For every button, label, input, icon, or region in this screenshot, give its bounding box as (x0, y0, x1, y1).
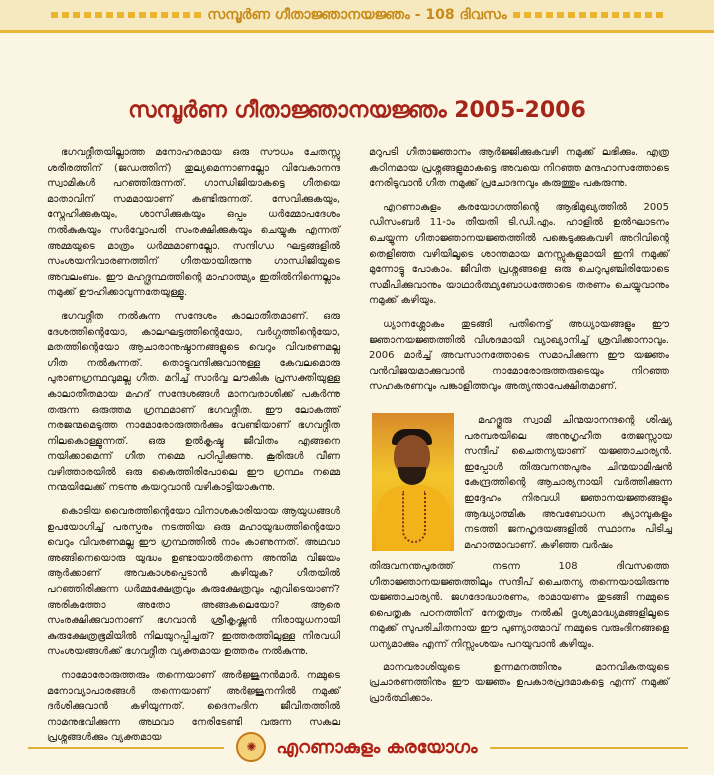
page-title: സമ്പൂർണ ഗീതാജ്ഞാനയജ്ഞം 2005-2006 (128, 98, 586, 123)
right-column-top (369, 145, 669, 403)
paragraph: എറണാകുളം കരയോഗത്തിന്റെ ആഭിമുഖ്യത്തിൽ 2005 ഡിസംബർ 11-ാം തീയതി ടി.ഡി.എം. ഹാളിൽ ഉൽഘാടനം ചെയ്യുന്ന ഗീതാജ്ഞാനയജ്ഞത്തിൽ പങ്കെടുക്കുകവഴി അറിവിന്റെ തെളിഞ്ഞ വഴിയിലൂടെ ശാന്തമായ മനസ്സുകളുമായി ഇനി നമുക്ക് മുന്നോട്ടു പോകാം. ജീവിത പ്രശ്നങ്ങളെ ഒരു ചെറുപുഞ്ചിരിയോടെ സമീപിക്കുവാനും യാഥാർത്ഥ്യബോധത്തോടെ തരണം ചെയ്യുവാനും നമുക്ക് കഴിയും. (369, 201, 669, 307)
paragraph: നാമോരോരുത്തരും തന്നെയാണ് അർജ്ജുനൻമാർ. നമ്മുടെ മനോവ്യാപാരങ്ങൾ തന്നെയാണ് അർജ്ജുനനിൽ നമുക്ക് ദർശിക്കുവാൻ കഴിയുന്നത്. ദൈനംദിന ജീവിതത്തിൽ നാമനുഭവിക്കുന്ന അഥവാ നേരിടേണ്ടി വരുന്ന സകല പ്രശ്നങ്ങൾക്കും വ്യക്തമായ (47, 670, 340, 744)
paragraph: തിരുവനന്തപുരത്ത് നടന്ന 108 ദിവസത്തെ ഗീതാജ്ഞാനയജ്ഞത്തിലും സന്ദീപ് ചൈതന്യ തന്നെയായിരുന്നു യജ്ഞാചാര്യൻ. ജഗദോദ്ധാരണം, രാമായണം തുടങ്ങി നമ്മുടെ പൈതൃക പഠനത്തിന് നേതൃത്വം നൽകി ദൃശ്യമാദ്ധ്യമങ്ങളിലൂടെ നമുക്ക് സുപരിചിതനായ ഈ പുണ്യാത്മാവ് നമ്മുടെ വരുംദിനങ്ങളെ ധന്യമാക്കും എന്ന് നിസ്സംശയം പറയുവാൻ കഴിയും. (369, 561, 669, 650)
paragraph: ഭഗവദ്ഗീത നൽകുന്ന സന്ദേശം കാലാതീതമാണ്. ഒരു ദേശത്തിന്റെയോ, കാലഘട്ടത്തിന്റെയോ, വർഗ്ഗത്തിന്റെയോ, മതത്തിന്റെയോ ആചാരാനുഷ്ഠാനങ്ങളുടെ വെറും വിവരണമല്ല ഗീത നൽകുന്നത്. തൊട്ടുവന്ദിക്കുവാനുള്ള കേവലമൊരു പുരാണഗ്രന്ഥവുമല്ല ഗീത. മറിച്ച് സാർവ്വ ലൗകിക പ്രസക്തിയുള്ള കാലാതീതമായ മഹദ് സന്ദേശങ്ങൾ മാനവരാശിക്ക് പകർന്നു തരുന്ന ഒരുത്തമ ഗ്രന്ഥമാണ് ഭഗവദ്ഗീത. ഈ ലോകത്ത് നരജന്മമെടുത്ത നാമോരോരുത്തർക്കും വേണ്ടിയാണ് ഭഗവദ്ഗീത നിലകൊള്ളുന്നത്. ഒരു ഉൽകൃഷ്ട ജീവിതം എങ്ങനെ നയിക്കാമെന്ന് ഗീത നമ്മെ പഠിപ്പിക്കുന്നു. കൂരിരുൾ വീണ വഴിത്താരയിൽ ഒരു കൈത്തിരിപോലെ ഈ ഗ്രന്ഥം നമ്മെ നന്മയിലേക്ക് നടന്നു കയറുവാൻ വഴികാട്ടിയാകുന്നു. (47, 310, 340, 494)
paragraph: കൊടിയ വൈരത്തിന്റെയോ വിനാശകാരിയായ ആയുധങ്ങൾ ഉപയോഗിച്ച് പരസ്പരം നടത്തിയ ഒരു മഹായുദ്ധത്തിന്റെയോ വെറും വിവരണമല്ല ഈ ഗ്രന്ഥത്തിൽ നാം കാണുന്നത്. അഥവാ അങ്ങിനെയൊരു യുദ്ധം ഉണ്ടായാൽതന്നെ അന്തിമ വിജയം ആർക്കാണ് അവകാശപ്പെടാൻ കഴിയുക? ഗീതയിൽ പറഞ്ഞിരിക്കുന്ന ധർമ്മക്ഷേത്രവും കുരുക്ഷേത്രവും എവിടെയാണ്? അരികത്തോ അതോ അങ്ങകലെയോ? ആരെ സംരക്ഷിക്കുവാനാണ് ഭഗവാൻ ശ്രീകൃഷ്ണൻ നിരായുധനായി കുരുക്ഷേത്രഭൂമിയിൽ നിലയുറപ്പിച്ചത്? ഇത്തരത്തിലുള്ള നിരവധി സംശയങ്ങൾക്ക് ഭഗവദ്ഗീത വ്യക്തമായ ഉത്തരം നൽകുന്നു. (47, 506, 340, 658)
speaker-block (372, 413, 672, 553)
paragraph: മാനവരാശിയുടെ ഉന്നമനത്തിനും മാനവികതയുടെ പ്രചാരണത്തിനും ഈ യജ്ഞം ഉപകാരപ്രദമാകട്ടെ എന്ന് നമുക്ക് പ്രാർത്ഥിക്കാം. (369, 661, 669, 704)
right-column-bottom (369, 559, 669, 713)
left-column (47, 145, 340, 754)
speaker-paragraph: മഹദ്ഗുരു സ്വാമി ചിന്മയാനന്ദന്റെ ശിഷ്യ പരമ്പരയിലെ അനുഗൃഹീത തേജസ്സായ സന്ദീപ് ചൈതന്യയാണ് യജ്ഞാചാര്യൻ. ഇപ്പോൾ തിരുവനന്തപുരം ചിന്മയാമിഷൻ കേന്ദ്രത്തിന്റെ ആചാര്യനായി വർത്തിക്കുന്ന ഇദ്ദേഹം നിരവധി ജ്ഞാനയജ്ഞങ്ങളും ആദ്ധ്യാത്മിക അവബോധന ക്യാമ്പുകളും നടത്തി ജനഹൃദയങ്ങളിൽ സ്ഥാനം പിടിച്ച മഹാത്മാവാണ്. കഴിഞ്ഞ വർഷം (464, 415, 672, 551)
footer (0, 732, 714, 762)
paragraph: ഭഗവദ്ഗീതയില്ലാത്ത മനോഹരമായ ഒരു സൗധം ചേതസ്സു ശരീരത്തിന് (ജഡത്തിന്) തുല്യമെന്നാണല്ലോ വിവേകാനന്ദ സ്വാമികൾ പറഞ്ഞിരുന്നത്. ഗാന്ധിജിയാകട്ടെ ഗീതയെ മാതാവിന് സമമായാണ് കണ്ടിരുന്നത്. സേവിക്കുകയും, സ്നേഹിക്കുകയും, ശാസിക്കുകയും ഒപ്പം ധർമ്മോപദേശം നൽകുകയും സർവ്വോപരി സംരക്ഷിക്കുകയും ചെയ്യുക എന്നത് അമ്മയുടെ മാത്രം ധർമ്മമാണല്ലോ. സന്ദിഗ്ധ ഘട്ടങ്ങളിൽ സംശയനിവാരണത്തിന് ഗീതയായിരുന്നു ഗാന്ധിജിയുടെ അവലംബം. ഈ മഹദ്ഗ്രന്ഥത്തിന്റെ മാഹാത്മ്യം ഇതിൽനിന്നെല്ലാം നമുക്ക് ഊഹിക്കാവുന്നതേയുള്ളൂ. (47, 147, 340, 299)
header-rule-right (513, 12, 663, 18)
karayogam-emblem-icon: ✺ (236, 732, 266, 762)
paragraph: ധ്യാനശ്ലോകം തുടങ്ങി പതിനെട്ട് അധ്യായങ്ങളും ഈ ജ്ഞാനയജ്ഞത്തിൽ വിശദമായി വ്യാഖ്യാനിച്ച് ശ്രവിക്കാനാവും. 2006 മാർച്ച് അവസാനത്തോടെ സമാപിക്കുന്ന ഈ യജ്ഞം വൻവിജയമാക്കുവാൻ നാമോരോരുത്തരുടെയും നിറഞ്ഞ സഹകരണവും പങ്കാളിത്തവും അത്യന്താപേക്ഷിതമാണ്. (369, 318, 669, 393)
header-rule-left (51, 12, 201, 18)
footer-title: എറണാകുളം കരയോഗം (276, 736, 478, 758)
header-title: സമ്പൂർണ ഗീതാജ്ഞാനയജ്ഞം - 108 ദിവസം (207, 7, 507, 23)
speaker-photo (372, 413, 454, 551)
header-band (0, 0, 714, 33)
paragraph: മറുപടി ഗീതാജ്ഞാനം ആർജ്ജിക്കുകവഴി നമുക്ക് ലഭിക്കും. എത്ര കഠിനമായ പ്രശ്നങ്ങളുമാകട്ടെ അവയെ നിറഞ്ഞ മന്ദഹാസത്തോടെ നേരിടുവാൻ ഗീത നമുക്ക് പ്രചോദനവും കരുത്തും പകരുന്നു. (369, 147, 669, 190)
